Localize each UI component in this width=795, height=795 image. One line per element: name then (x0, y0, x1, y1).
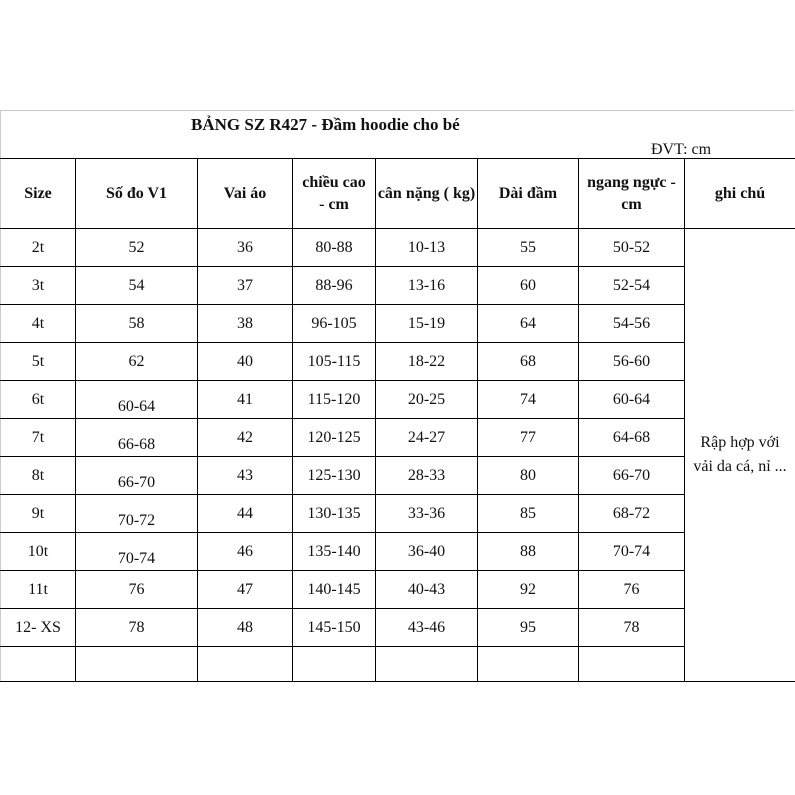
cell-can-nang: 13-16 (376, 267, 478, 305)
cell-chieu-cao: 115-120 (293, 381, 376, 419)
cell-can-nang: 28-33 (376, 457, 478, 495)
cell-chieu-cao: 135-140 (293, 533, 376, 571)
cell-so-do-v1: 70-72 (76, 495, 198, 533)
cell-can-nang: 40-43 (376, 571, 478, 609)
cell-chieu-cao: 88-96 (293, 267, 376, 305)
cell-chieu-cao: 105-115 (293, 343, 376, 381)
cell-chieu-cao: 96-105 (293, 305, 376, 343)
cell-vai-ao: 36 (198, 229, 293, 267)
cell-size: 9t (1, 495, 76, 533)
cell-chieu-cao: 80-88 (293, 229, 376, 267)
cell-so-do-v1: 70-74 (76, 533, 198, 571)
cell-chieu-cao: 120-125 (293, 419, 376, 457)
cell-vai-ao: 43 (198, 457, 293, 495)
header-chieu-cao: chiều cao - cm (293, 159, 376, 229)
table-row (1, 457, 795, 495)
cell-can-nang (376, 647, 478, 682)
table-row (1, 571, 795, 609)
cell-dai-dam: 92 (478, 571, 579, 609)
cell-chieu-cao: 140-145 (293, 571, 376, 609)
cell-so-do-v1: 60-64 (76, 381, 198, 419)
cell-ngang-nguc: 52-54 (579, 267, 685, 305)
table-row (1, 229, 795, 267)
table-row (1, 533, 795, 571)
cell-dai-dam: 55 (478, 229, 579, 267)
cell-so-do-v1: 52 (76, 229, 198, 267)
cell-size: 5t (1, 343, 76, 381)
cell-dai-dam: 95 (478, 609, 579, 647)
cell-can-nang: 10-13 (376, 229, 478, 267)
cell-vai-ao: 46 (198, 533, 293, 571)
cell-vai-ao: 42 (198, 419, 293, 457)
cell-dai-dam: 85 (478, 495, 579, 533)
cell-ngang-nguc: 64-68 (579, 419, 685, 457)
cell-size: 11t (1, 571, 76, 609)
table-row (1, 343, 795, 381)
cell-size: 3t (1, 267, 76, 305)
cell-so-do-v1: 66-68 (76, 419, 198, 457)
cell-vai-ao: 44 (198, 495, 293, 533)
cell-so-do-v1 (76, 647, 198, 682)
cell-so-do-v1: 58 (76, 305, 198, 343)
cell-vai-ao: 37 (198, 267, 293, 305)
cell-can-nang: 43-46 (376, 609, 478, 647)
header-ghi-chu: ghi chú (685, 159, 795, 229)
cell-can-nang: 15-19 (376, 305, 478, 343)
table-row (1, 647, 795, 682)
cell-ngang-nguc: 78 (579, 609, 685, 647)
cell-ghi-chu-note: Rập hợp với vải da cá, nỉ ... (685, 229, 795, 682)
cell-dai-dam: 64 (478, 305, 579, 343)
header-so-do-v1: Số đo V1 (76, 159, 198, 229)
cell-size: 12- XS (1, 609, 76, 647)
cell-chieu-cao (293, 647, 376, 682)
table-row (1, 609, 795, 647)
cell-size: 6t (1, 381, 76, 419)
header-ngang-nguc: ngang ngực - cm (579, 159, 685, 229)
cell-dai-dam: 80 (478, 457, 579, 495)
cell-so-do-v1: 76 (76, 571, 198, 609)
cell-ngang-nguc: 66-70 (579, 457, 685, 495)
cell-chieu-cao: 125-130 (293, 457, 376, 495)
cell-size: 4t (1, 305, 76, 343)
cell-ngang-nguc: 70-74 (579, 533, 685, 571)
title-box (0, 110, 794, 158)
cell-ngang-nguc: 76 (579, 571, 685, 609)
cell-ngang-nguc: 56-60 (579, 343, 685, 381)
cell-ngang-nguc: 68-72 (579, 495, 685, 533)
cell-dai-dam: 88 (478, 533, 579, 571)
header-row (1, 159, 795, 229)
cell-ngang-nguc: 50-52 (579, 229, 685, 267)
table-row (1, 267, 795, 305)
cell-vai-ao: 38 (198, 305, 293, 343)
table-row (1, 495, 795, 533)
size-table (0, 158, 795, 682)
cell-vai-ao (198, 647, 293, 682)
cell-vai-ao: 48 (198, 609, 293, 647)
cell-size: 2t (1, 229, 76, 267)
table-row (1, 305, 795, 343)
cell-dai-dam: 60 (478, 267, 579, 305)
cell-so-do-v1: 66-70 (76, 457, 198, 495)
header-size: Size (1, 159, 76, 229)
cell-can-nang: 20-25 (376, 381, 478, 419)
cell-so-do-v1: 62 (76, 343, 198, 381)
cell-vai-ao: 41 (198, 381, 293, 419)
cell-so-do-v1: 78 (76, 609, 198, 647)
unit-label: ĐVT: cm (651, 141, 712, 158)
cell-chieu-cao: 145-150 (293, 609, 376, 647)
cell-can-nang: 24-27 (376, 419, 478, 457)
cell-can-nang: 18-22 (376, 343, 478, 381)
table-row (1, 419, 795, 457)
cell-can-nang: 36-40 (376, 533, 478, 571)
cell-dai-dam: 74 (478, 381, 579, 419)
cell-dai-dam (478, 647, 579, 682)
header-dai-dam: Dài đầm (478, 159, 579, 229)
cell-size: 10t (1, 533, 76, 571)
header-can-nang: cân nặng ( kg) (376, 159, 478, 229)
cell-so-do-v1: 54 (76, 267, 198, 305)
cell-ngang-nguc: 60-64 (579, 381, 685, 419)
cell-chieu-cao: 130-135 (293, 495, 376, 533)
cell-vai-ao: 47 (198, 571, 293, 609)
cell-vai-ao: 40 (198, 343, 293, 381)
cell-ngang-nguc: 54-56 (579, 305, 685, 343)
cell-can-nang: 33-36 (376, 495, 478, 533)
cell-dai-dam: 68 (478, 343, 579, 381)
cell-ngang-nguc (579, 647, 685, 682)
table-row (1, 381, 795, 419)
cell-dai-dam: 77 (478, 419, 579, 457)
cell-size: 7t (1, 419, 76, 457)
table-title: BẢNG SZ R427 - Đầm hoodie cho bé (191, 115, 460, 134)
cell-size (1, 647, 76, 682)
cell-size: 8t (1, 457, 76, 495)
header-vai-ao: Vai áo (198, 159, 293, 229)
